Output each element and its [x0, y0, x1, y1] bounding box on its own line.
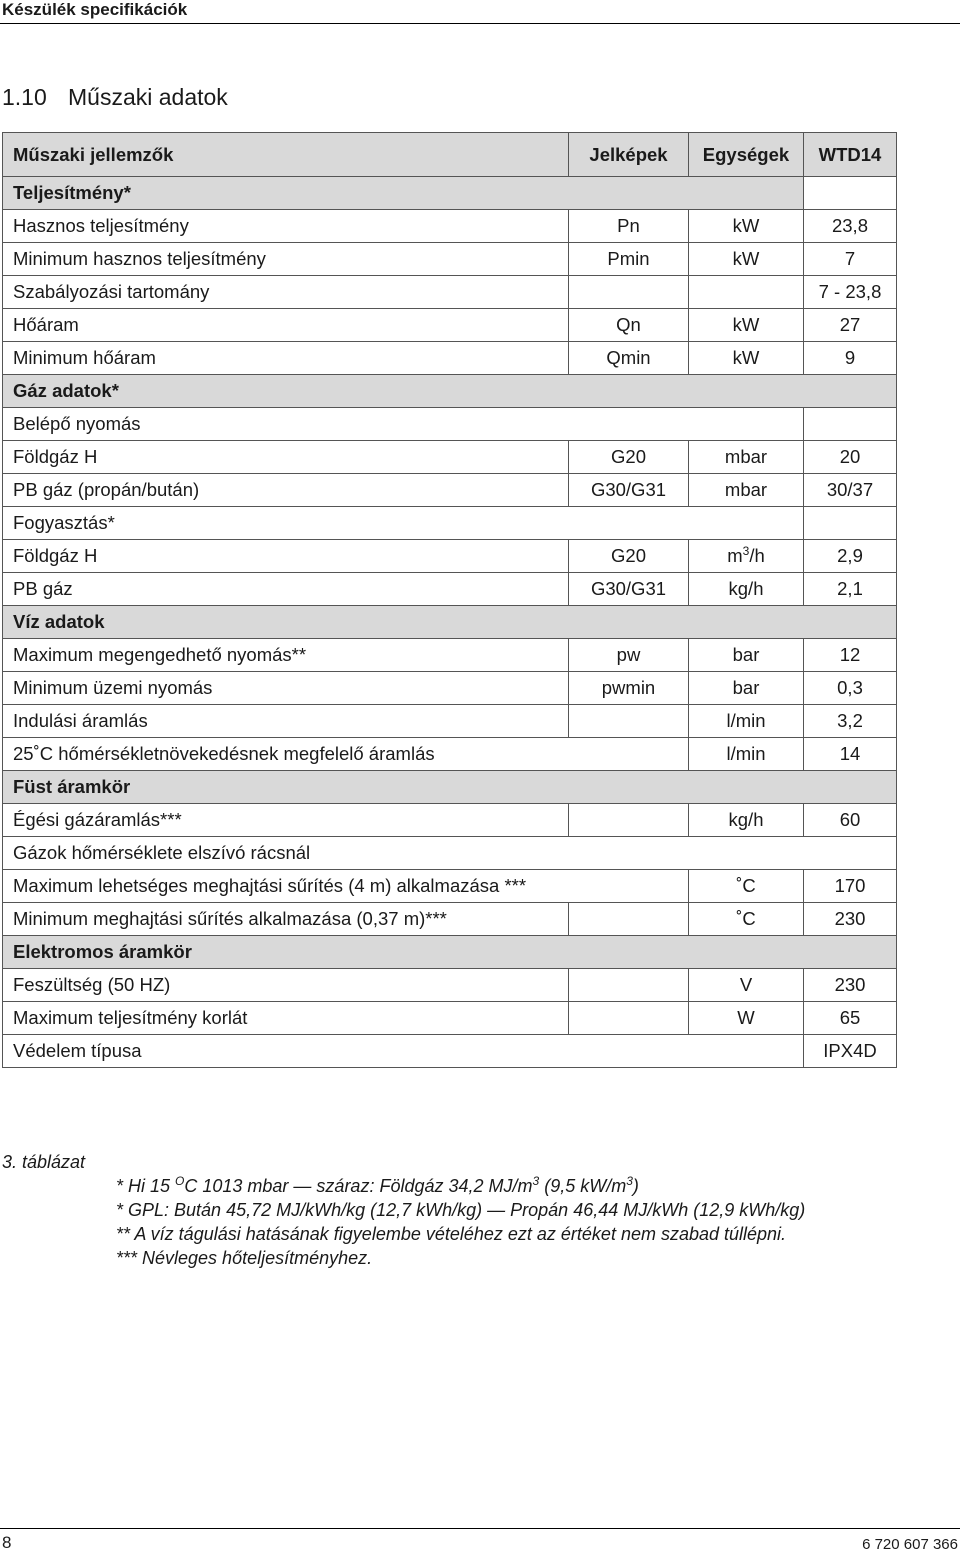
table-cell — [569, 969, 689, 1002]
footnote-text: * Hi 15 — [116, 1176, 176, 1196]
table-cell: Qmin — [569, 342, 689, 375]
table-cell: V — [689, 969, 804, 1002]
table-row — [3, 870, 897, 903]
table-cell — [804, 507, 897, 540]
table-cell — [689, 540, 804, 573]
table-cell: Qn — [569, 309, 689, 342]
table-cell: 0,3 — [804, 672, 897, 705]
section-number: 1.10 — [2, 84, 47, 110]
footnote — [116, 1174, 805, 1198]
section-title-text: Műszaki adatok — [68, 84, 228, 110]
table-cell: pw — [569, 639, 689, 672]
group-row — [3, 177, 897, 210]
table-cell: G20 — [569, 540, 689, 573]
table-cell: 2,1 — [804, 573, 897, 606]
table-cell: 65 — [804, 1002, 897, 1035]
superscript: 3 — [532, 1174, 540, 1188]
table-row — [3, 705, 897, 738]
table-cell: G30/G31 — [569, 573, 689, 606]
table-row — [3, 837, 897, 870]
header-cell: Jelképek — [569, 133, 689, 177]
table-cell: 23,8 — [804, 210, 897, 243]
table-cell: Indulási áramlás — [3, 705, 569, 738]
table-cell: PB gáz (propán/bután) — [3, 474, 569, 507]
table-header-row — [3, 133, 897, 177]
table-cell: Pmin — [569, 243, 689, 276]
table-row — [3, 342, 897, 375]
table-cell: Földgáz H — [3, 540, 569, 573]
superscript: 3 — [626, 1174, 633, 1188]
table-cell: 230 — [804, 969, 897, 1002]
table-cell: G20 — [569, 441, 689, 474]
table-cell: Gázok hőmérséklete elszívó rácsnál — [3, 837, 897, 870]
table-cell — [569, 1002, 689, 1035]
table-row — [3, 408, 897, 441]
table-cell: 27 — [804, 309, 897, 342]
table-cell — [689, 276, 804, 309]
table-row — [3, 507, 897, 540]
table-cell: Égési gázáramlás*** — [3, 804, 569, 837]
spec-table — [2, 132, 897, 1068]
table-cell: pwmin — [569, 672, 689, 705]
table-cell — [569, 903, 689, 936]
group-label: Elektromos áramkör — [3, 936, 897, 969]
table-cell: Szabályozási tartomány — [3, 276, 569, 309]
unit-text: /h — [749, 545, 765, 566]
table-row — [3, 804, 897, 837]
header-rule — [0, 23, 960, 24]
table-cell: 3,2 — [804, 705, 897, 738]
table-cell: Földgáz H — [3, 441, 569, 474]
footnote-text: C 1013 mbar — száraz: Földgáz 34,2 MJ/m — [184, 1176, 533, 1196]
superscript: O — [175, 1174, 185, 1188]
table-cell: 20 — [804, 441, 897, 474]
footer-rule — [0, 1528, 960, 1529]
table-cell: G30/G31 — [569, 474, 689, 507]
table-cell: 7 — [804, 243, 897, 276]
table-cell: 60 — [804, 804, 897, 837]
footnote: * GPL: Bután 45,72 MJ/kWh/kg (12,7 kWh/kg) — Propán 46,44 MJ/kWh (12,9 kWh/kg) — [116, 1200, 806, 1220]
table-cell: kW — [689, 243, 804, 276]
group-row — [3, 375, 897, 408]
footnote-text: ) — [632, 1176, 639, 1196]
table-row — [3, 540, 897, 573]
table-cell: 25˚C hőmérsékletnövekedésnek megfelelő áramlás — [3, 738, 689, 771]
footnote: *** Névleges hőteljesítményhez. — [116, 1248, 373, 1268]
footnote: ** A víz tágulási hatásának figyelembe vételéhez ezt az értéket nem szabad túllépni. — [116, 1224, 787, 1244]
table-row — [3, 903, 897, 936]
table-row — [3, 309, 897, 342]
table-cell: Minimum meghajtási sűrítés alkalmazása (0,37 m)*** — [3, 903, 569, 936]
table-cell: kg/h — [689, 804, 804, 837]
table-cell: Maximum megengedhető nyomás** — [3, 639, 569, 672]
table-row — [3, 573, 897, 606]
table-row — [3, 441, 897, 474]
table-cell: Fogyasztás* — [3, 507, 804, 540]
superscript: 3 — [742, 544, 750, 558]
table-cell: ˚C — [689, 870, 804, 903]
header-cell: WTD14 — [804, 133, 897, 177]
table-caption: 3. táblázat — [2, 1152, 86, 1172]
table-cell: Hasznos teljesítmény — [3, 210, 569, 243]
table-cell: Minimum hőáram — [3, 342, 569, 375]
table-cell: Hőáram — [3, 309, 569, 342]
group-row — [3, 606, 897, 639]
document-code: 6 720 607 366 — [862, 1536, 958, 1553]
table-cell: Feszültség (50 HZ) — [3, 969, 569, 1002]
table-cell: Maximum lehetséges meghajtási sűrítés (4 m) alkalmazása *** — [3, 870, 689, 903]
header-cell: Egységek — [689, 133, 804, 177]
table-cell — [804, 408, 897, 441]
unit-text: m — [727, 545, 743, 566]
table-cell: 12 — [804, 639, 897, 672]
table-cell: kW — [689, 210, 804, 243]
group-row — [3, 936, 897, 969]
table-cell: ˚C — [689, 903, 804, 936]
table-row — [3, 672, 897, 705]
table-cell: 14 — [804, 738, 897, 771]
table-cell: kW — [689, 309, 804, 342]
table-cell: 2,9 — [804, 540, 897, 573]
section-title — [2, 84, 228, 111]
table-cell: bar — [689, 672, 804, 705]
table-cell: l/min — [689, 738, 804, 771]
footnotes — [116, 1174, 805, 1270]
table-cell: Minimum hasznos teljesítmény — [3, 243, 569, 276]
table-cell — [569, 276, 689, 309]
table-cell: Minimum üzemi nyomás — [3, 672, 569, 705]
table-row — [3, 243, 897, 276]
table-row — [3, 969, 897, 1002]
table-cell: IPX4D — [804, 1035, 897, 1068]
group-label: Füst áramkör — [3, 771, 897, 804]
table-cell — [569, 705, 689, 738]
table-cell: kg/h — [689, 573, 804, 606]
table-cell: Belépő nyomás — [3, 408, 804, 441]
table-cell: bar — [689, 639, 804, 672]
group-label: Gáz adatok* — [3, 375, 897, 408]
table-cell: 170 — [804, 870, 897, 903]
table-row — [3, 210, 897, 243]
group-row — [3, 771, 897, 804]
group-label: Teljesítmény* — [3, 177, 804, 210]
table-row — [3, 1002, 897, 1035]
table-cell: mbar — [689, 474, 804, 507]
table-cell: mbar — [689, 441, 804, 474]
header-cell: Műszaki jellemzők — [3, 133, 569, 177]
table-cell — [804, 177, 897, 210]
table-cell — [569, 804, 689, 837]
table-cell: Védelem típusa — [3, 1035, 804, 1068]
footnote-text: (9,5 kW/m — [539, 1176, 627, 1196]
table-row — [3, 1035, 897, 1068]
table-cell: PB gáz — [3, 573, 569, 606]
table-row — [3, 276, 897, 309]
table-cell: Maximum teljesítmény korlát — [3, 1002, 569, 1035]
table-cell: Pn — [569, 210, 689, 243]
table-row — [3, 474, 897, 507]
table-cell: 230 — [804, 903, 897, 936]
table-cell: W — [689, 1002, 804, 1035]
table-cell: kW — [689, 342, 804, 375]
page-number: 8 — [2, 1533, 12, 1552]
table-cell: 9 — [804, 342, 897, 375]
table-cell: 7 - 23,8 — [804, 276, 897, 309]
group-label: Víz adatok — [3, 606, 897, 639]
table-cell: 30/37 — [804, 474, 897, 507]
table-row — [3, 738, 897, 771]
header-title: Készülék specifikációk — [2, 0, 188, 19]
table-cell: l/min — [689, 705, 804, 738]
table-row — [3, 639, 897, 672]
